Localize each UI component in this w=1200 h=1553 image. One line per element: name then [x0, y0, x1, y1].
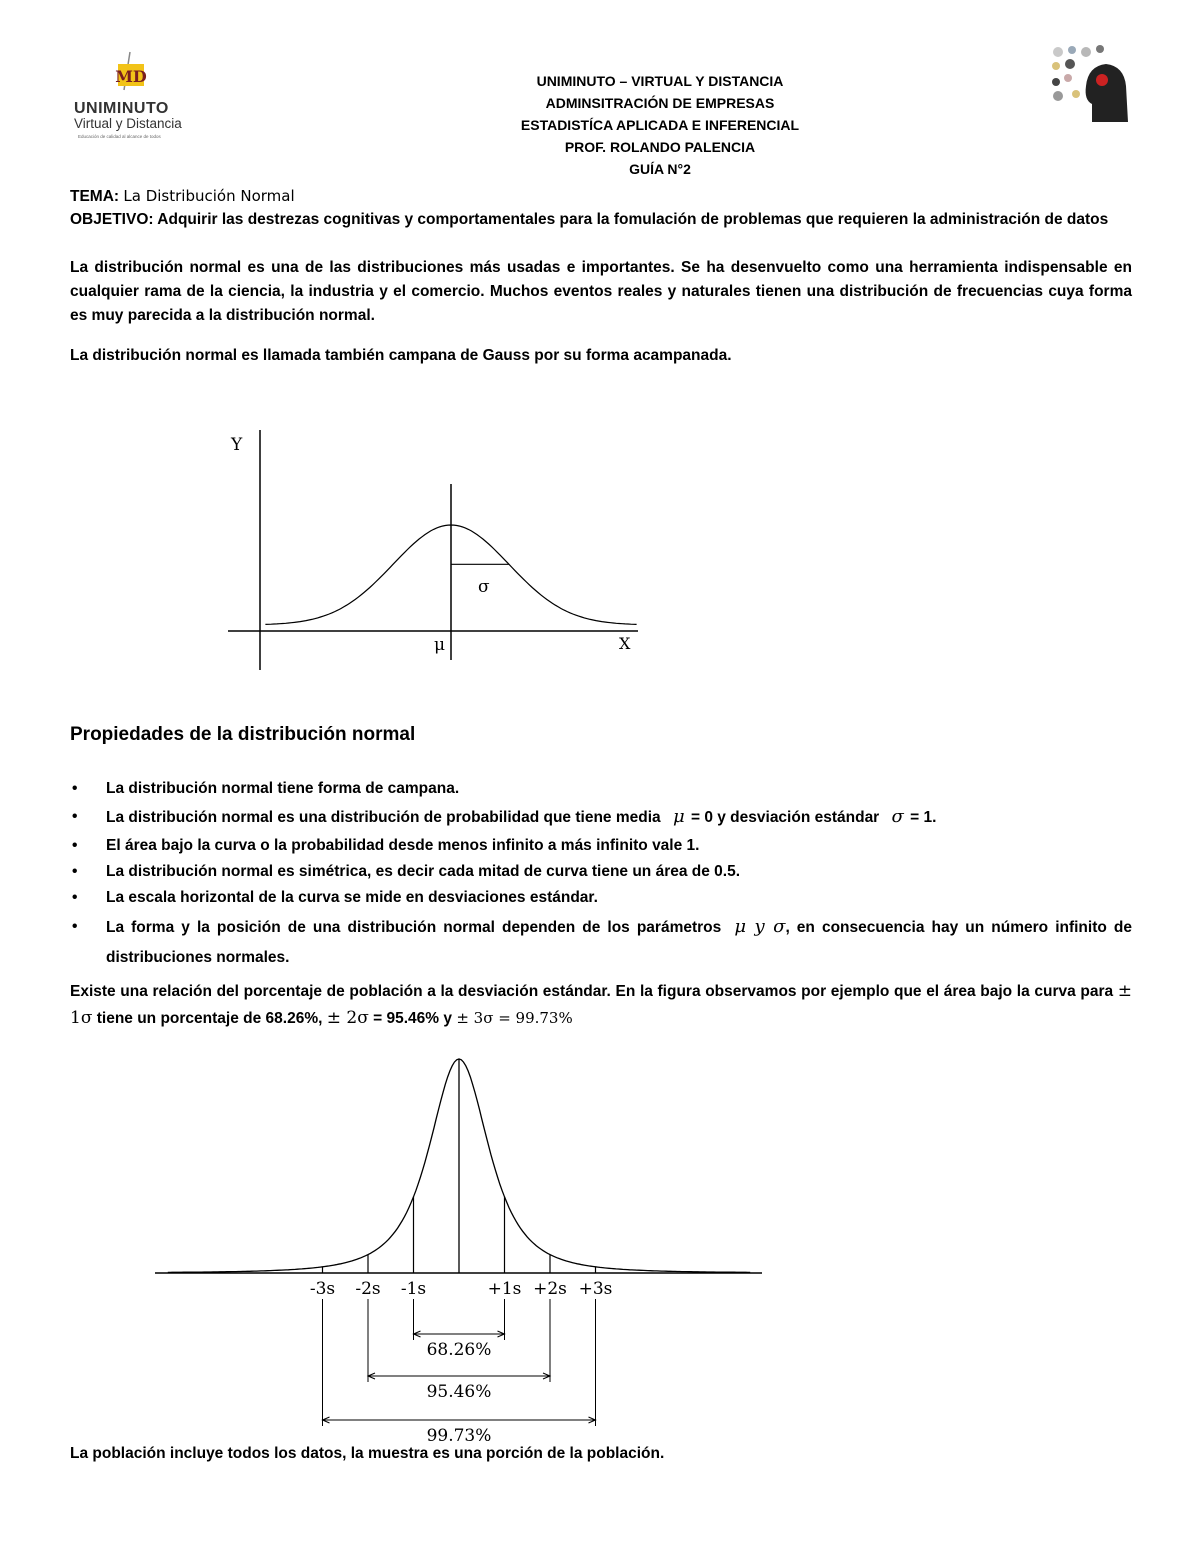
y-axis-label: Y	[231, 435, 243, 455]
logo-monogram-text: MD	[115, 67, 147, 86]
bullet-icon: •	[72, 808, 78, 825]
mu-symbol: μ	[672, 806, 685, 827]
intro-paragraph: La distribución normal es una de las distribuciones más usadas e importantes. Se ha desenvuelto como una herramienta indispensable en cualquier rama de la ciencia, la industria y el comercio. Muchos eventos reales y naturales tienen una distribución de frecuencias cuya forma es muy parecida a la distribución normal.	[70, 259, 1132, 324]
empirical-rule-chart	[150, 1052, 770, 1447]
tick-label: -3s	[309, 1279, 336, 1299]
normal-curve-chart	[220, 420, 650, 680]
plus-minus-2-sigma: ± 2σ	[326, 1008, 369, 1028]
list-item	[70, 912, 1132, 973]
property-text: La distribución normal tiene forma de campana.	[106, 780, 460, 797]
header-line-5: GUÍA N°2	[629, 161, 691, 177]
header-line-4: PROF. ROLANDO PALENCIA	[564, 139, 756, 155]
objetivo-text: Adquirir las destrezas cognitivas y comportamentales para la fomulación de problemas que requieren la administración de datos	[157, 211, 1109, 228]
objetivo-label: OBJETIVO:	[70, 211, 154, 228]
plus-minus-1-sigma: ± 1σ	[70, 981, 1132, 1028]
property-text: = 0 y desviación estándar	[690, 809, 880, 826]
bullet-icon: •	[72, 837, 78, 854]
interval-label: 95.46%	[426, 1382, 492, 1402]
header-line-3: ESTADISTÍCA APLICADA E INFERENCIAL	[520, 117, 800, 133]
relation-paragraph	[70, 978, 1132, 1032]
tick-label: +1s	[487, 1279, 522, 1299]
thinking-head-image	[1048, 44, 1130, 124]
header-line-2: ADMINSITRACIÓN DE EMPRESAS	[545, 95, 775, 111]
bullet-icon: •	[72, 780, 78, 797]
list-item	[70, 860, 1132, 884]
tick-label: -2s	[355, 1279, 381, 1299]
relation-text: = 95.46% y	[373, 1010, 452, 1027]
property-text: La escala horizontal de la curva se mide en desviaciones estándar.	[106, 889, 598, 906]
bullet-icon: •	[72, 889, 78, 906]
logo-subtitle: Virtual y Distancia	[74, 116, 182, 131]
list-item	[70, 777, 1132, 801]
thinking-head-icon	[1048, 44, 1130, 124]
x-axis-label: X	[619, 634, 631, 653]
mu-sigma-symbols: μ y σ	[734, 916, 786, 937]
property-text: La forma y la posición de una distribución normal dependen de los parámetros	[106, 919, 722, 936]
property-text: = 1.	[910, 809, 937, 826]
bullet-icon: •	[72, 863, 78, 880]
interval-label: 68.26%	[426, 1340, 492, 1360]
gauss-paragraph: La distribución normal es llamada también campana de Gauss por su forma acampanada.	[70, 347, 732, 364]
sigma-label: σ	[478, 577, 490, 597]
relation-text: tiene un porcentaje de 68.26%,	[96, 1010, 323, 1027]
plus-minus-3-sigma: ± 3σ = 99.73%	[456, 1009, 573, 1027]
logo-name: UNIMINUTO	[74, 100, 169, 117]
sigma-symbol: σ	[891, 806, 904, 827]
logo-tagline: Educación de calidad al alcance de todos	[78, 134, 161, 139]
header-line-1: UNIMINUTO – VIRTUAL Y DISTANCIA	[536, 73, 784, 89]
property-text: , en consecuencia hay un número infinito de distribuciones normales.	[106, 919, 1132, 966]
properties-heading: Propiedades de la distribución normal	[70, 724, 416, 745]
property-text: La distribución normal es simétrica, es decir cada mitad de curva tiene un área de 0.5.	[106, 863, 741, 880]
properties-list	[70, 777, 1132, 975]
tick-label: -1s	[400, 1279, 427, 1299]
property-text: La distribución normal es una distribución de probabilidad que tiene media	[106, 809, 661, 826]
tick-label: +3s	[578, 1279, 613, 1299]
objetivo-paragraph	[70, 208, 1132, 232]
uniminuto-logo	[74, 50, 189, 145]
interval-label: 99.73%	[426, 1426, 492, 1446]
tema-value: La Distribución Normal	[123, 187, 295, 205]
tema-label: TEMA:	[70, 188, 120, 205]
tick-label: +2s	[533, 1279, 567, 1299]
property-text: El área bajo la curva o la probabilidad desde menos infinito a más infinito vale 1.	[106, 837, 700, 854]
relation-text: Existe una relación del porcentaje de población a la desviación estándar. En la figura observamos por ejemplo que el área bajo la curva para	[70, 983, 1114, 1000]
list-item	[70, 834, 1132, 858]
tema-line	[70, 184, 1132, 209]
closing-paragraph: La población incluye todos los datos, la muestra es una porción de la población.	[70, 1445, 665, 1462]
bullet-icon: •	[72, 918, 78, 935]
list-item	[70, 803, 1132, 832]
mean-label: μ	[434, 635, 446, 655]
list-item	[70, 886, 1132, 910]
